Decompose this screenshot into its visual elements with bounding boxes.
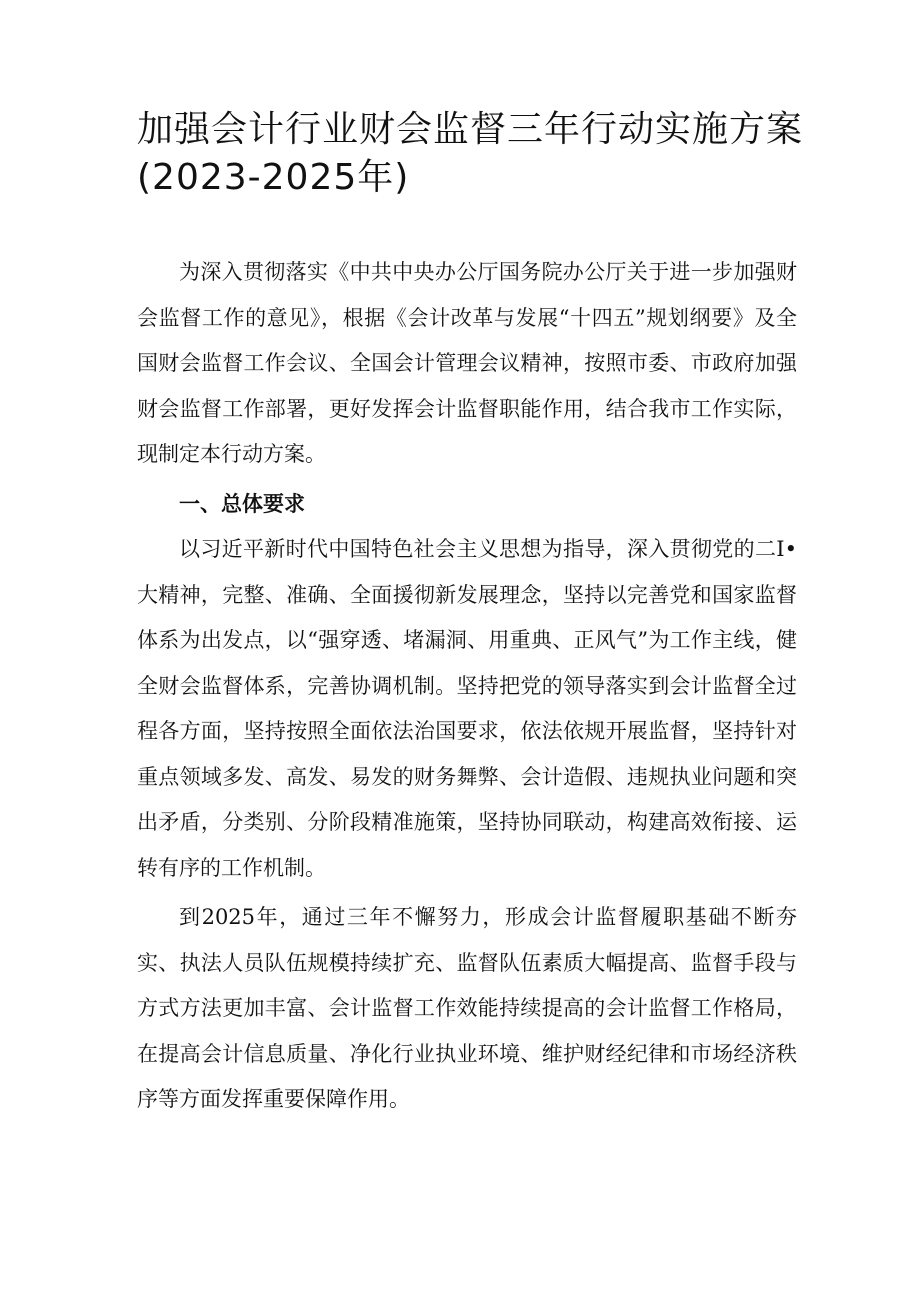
document-title: [137, 106, 817, 202]
intro-paragraph: 为深入贯彻落实《中共中央办公厅国务院办公厅关于进一步加强财会监督工作的意见》，根据《会计改革与发展“十四五”规划纲要》及全国财会监督工作会议、全国会计管理会议精神，按照市委、市政府加强财会监督工作部署，更好发挥会计监督职能作用，结合我市工作实际，现制定本行动方案。: [137, 260, 797, 466]
title-line-1: 加强会计行业财会监督三年行动实施方案: [137, 109, 804, 150]
section-heading-general-requirements: 一、总体要求: [179, 491, 305, 516]
title-line-2: (2023-2025年): [137, 157, 410, 198]
guiding-principles-paragraph: 以习近平新时代中国特色社会主义思想为指导，深入贯彻党的二I•大精神，完整、准确、全面援彻新发展理念，坚持以完善党和国家监督体系为出发点，以“强穿透、堵漏洞、用重典、正风气”为工作主线，健全财会监督体系，完善协调机制。坚持把党的领导落实到会计监督全过程各方面，坚持按照全面依法治国要求，依法依规开展监督，坚持针对重点领域多发、高发、易发的财务舞弊、会计造假、违规执业问题和突出矛盾，分类别、分阶段精准施策，坚持协同联动，构建高效衔接、运转有序的工作机制。: [137, 537, 797, 880]
document-body: [137, 250, 797, 1123]
goals-paragraph: 到2025年，通过三年不懈努力，形成会计监督履职基础不断夯实、执法人员队伍规模持续扩充、监督队伍素质大幅提高、监督手段与方式方法更加丰富、会计监督工作效能持续提高的会计监督工作格局，在提高会计信息质量、净化行业执业环境、维护财经纪律和市场经济秩序等方面发挥重要保障作用。: [137, 905, 797, 1111]
